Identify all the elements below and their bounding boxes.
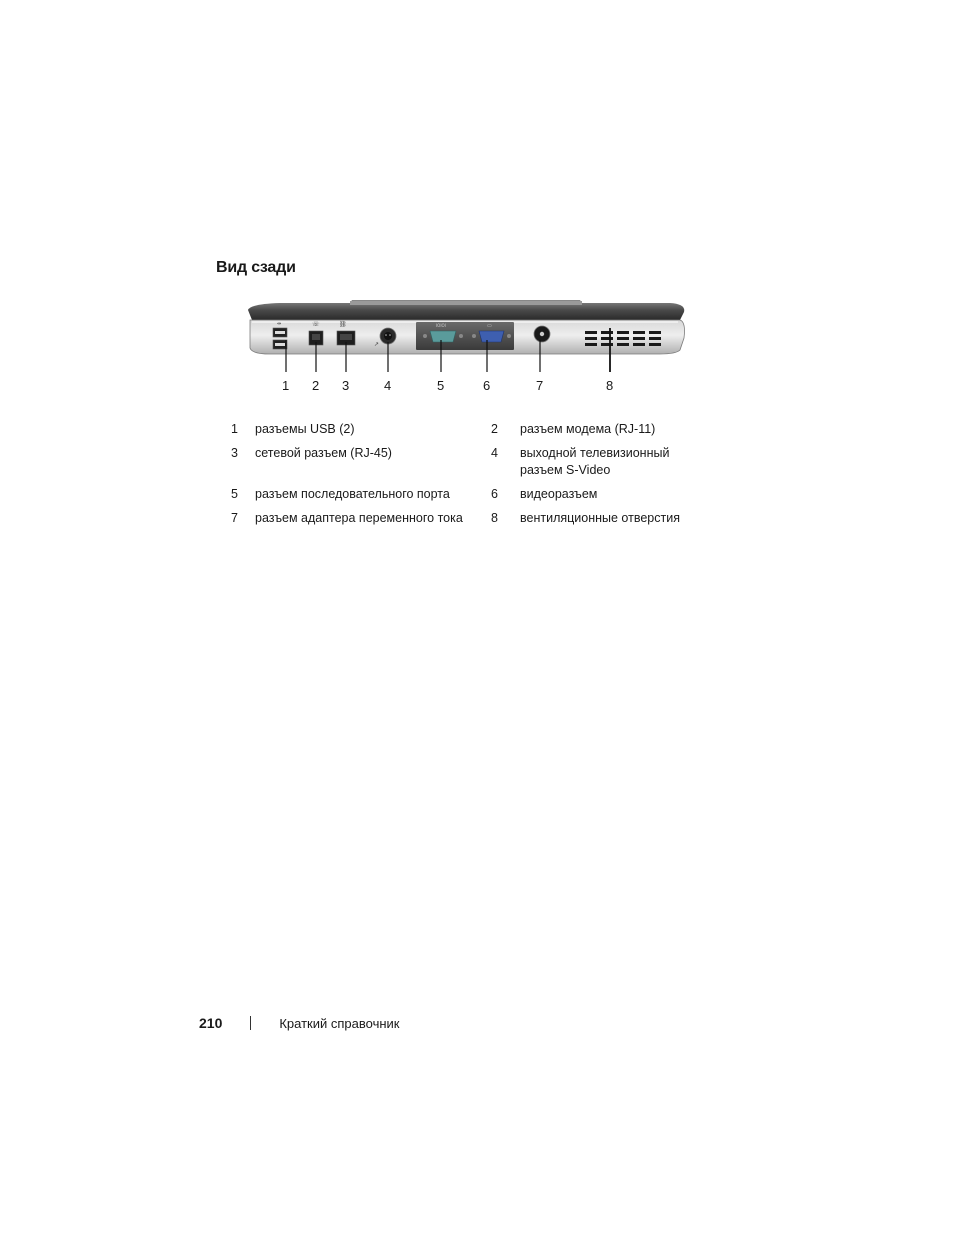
legend-number: 7	[231, 511, 238, 525]
legend-number: 6	[491, 487, 498, 501]
hinge-bar	[350, 301, 582, 305]
legend-description: видеоразъем	[520, 487, 598, 501]
legend-description: выходной телевизионный разъем S-Video	[520, 446, 670, 477]
legend-row	[231, 421, 701, 438]
legend-number: 1	[231, 422, 238, 436]
footer-separator	[250, 1016, 251, 1030]
svg-text:⇹: ⇹	[277, 321, 282, 327]
callout-number: 2	[312, 378, 320, 393]
callout-number: 7	[536, 378, 544, 393]
legend-number: 3	[231, 446, 238, 460]
legend-number: 4	[491, 446, 498, 460]
legend-number: 2	[491, 422, 498, 436]
vga-port	[479, 331, 504, 342]
callout-number: 6	[483, 378, 491, 393]
legend-description: разъем адаптера переменного тока	[255, 511, 463, 525]
legend-row	[231, 510, 701, 527]
page-footer	[199, 1015, 400, 1031]
legend-description: разъем модема (RJ-11)	[520, 422, 656, 436]
legend-description: разъемы USB (2)	[255, 422, 355, 436]
footer-doc-title: Краткий справочник	[279, 1015, 400, 1031]
vents	[585, 331, 661, 346]
legend-description: вентиляционные отверстия	[520, 511, 680, 525]
legend-number: 5	[231, 487, 238, 501]
svg-text:☏: ☏	[312, 321, 320, 328]
svg-text:↗: ↗	[374, 341, 380, 348]
laptop-rear-view-figure	[240, 298, 690, 398]
laptop-rear-illustration	[240, 298, 690, 398]
legend-table	[231, 421, 701, 534]
svg-text:▭: ▭	[487, 323, 492, 329]
section-title: Вид сзади	[216, 259, 296, 276]
callout-number: 1	[282, 378, 290, 393]
legend-row	[231, 486, 701, 503]
callout-number: 4	[384, 378, 392, 393]
serial-port	[430, 331, 456, 342]
legend-number: 8	[491, 511, 498, 525]
callout-number: 8	[606, 378, 614, 393]
callout-number: 3	[342, 378, 350, 393]
page-number: 210	[199, 1015, 223, 1031]
legend-description: сетевой разъем (RJ-45)	[255, 446, 392, 460]
svg-text:IOIOI: IOIOI	[436, 323, 446, 328]
legend-row	[231, 445, 701, 479]
svg-text:⛓: ⛓	[339, 321, 347, 328]
callout-number: 5	[437, 378, 445, 393]
legend-description: разъем последовательного порта	[255, 487, 450, 501]
